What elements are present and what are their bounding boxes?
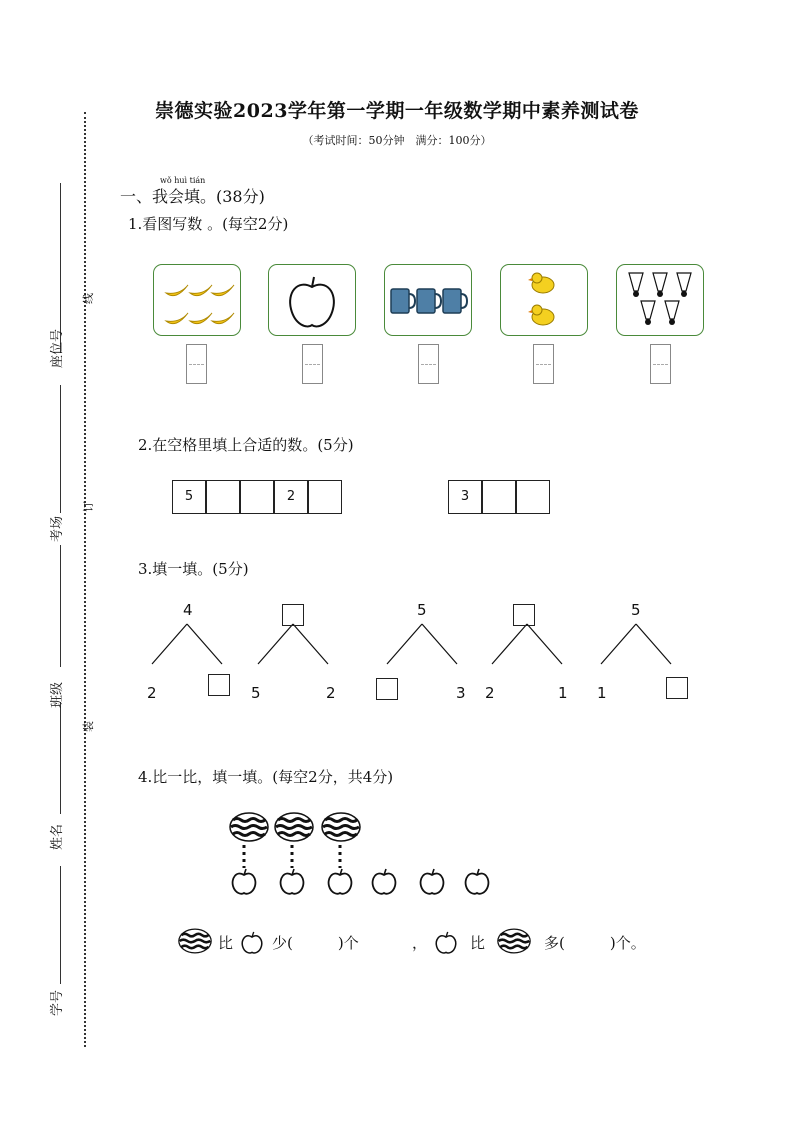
q2-cell[interactable]: 2 bbox=[274, 480, 308, 514]
q3-tree3-top: 5 bbox=[417, 601, 427, 619]
q3-prompt: 3.填一填。(5分) bbox=[138, 560, 249, 578]
watermelon-icon bbox=[322, 813, 360, 841]
apple-icon bbox=[373, 869, 396, 894]
watermelon-icon bbox=[498, 929, 530, 953]
section1-pinyin: wǒ huì tián bbox=[160, 176, 206, 185]
watermelon-icon bbox=[179, 929, 211, 953]
q4-sentence-separator: ， bbox=[412, 934, 428, 952]
cut-mark-line: 线 bbox=[82, 293, 95, 304]
exam-info: （考试时间：50分钟 满分：100分） bbox=[302, 134, 492, 147]
q3-tree5-left: 1 bbox=[597, 684, 607, 702]
q1-prompt: 1.看图写数 。(每空2分) bbox=[128, 215, 289, 233]
q3-tree2-left: 5 bbox=[251, 684, 261, 702]
section1-heading: 一、我会填。(38分) bbox=[120, 187, 265, 206]
apple-icon bbox=[233, 869, 256, 894]
q2-cell[interactable]: 3 bbox=[448, 480, 482, 514]
apple-icon bbox=[421, 869, 444, 894]
q2-prompt: 2.在空格里填上合适的数。(5分) bbox=[138, 436, 354, 454]
class-label: 班级 bbox=[50, 681, 65, 708]
apple-icon bbox=[329, 869, 352, 894]
q2-cell[interactable]: 5 bbox=[172, 480, 206, 514]
q3-tree1-top: 4 bbox=[183, 601, 193, 619]
seat-number-label: 座位号 bbox=[50, 328, 65, 368]
q4-sentence-fewer: 少( )个 bbox=[272, 934, 359, 952]
watermelon-icon bbox=[275, 813, 313, 841]
page-title: 崇德实验2023学年第一学期一年级数学期中素养测试卷 bbox=[155, 100, 639, 122]
q4-sentence-compare-1: 比 bbox=[218, 934, 234, 952]
q4-prompt: 4.比一比，填一填。(每空2分，共4分) bbox=[138, 768, 394, 786]
apple-icon bbox=[281, 869, 304, 894]
q3-tree2-right: 2 bbox=[326, 684, 336, 702]
q3-tree5-top: 5 bbox=[631, 601, 641, 619]
q3-tree4-right: 1 bbox=[558, 684, 568, 702]
apple-icon bbox=[466, 869, 489, 894]
q4-sentence-compare-2: 比 bbox=[470, 934, 486, 952]
cut-mark-staple: 订 bbox=[82, 501, 95, 512]
name-label: 姓名 bbox=[50, 823, 65, 850]
student-number-label: 学号 bbox=[50, 989, 65, 1016]
q3-tree1-left: 2 bbox=[147, 684, 157, 702]
apple-icon bbox=[242, 932, 261, 953]
q3-tree4-left: 2 bbox=[485, 684, 495, 702]
exam-room-label: 考场 bbox=[50, 515, 65, 542]
cut-mark-bind: 装 bbox=[82, 721, 95, 732]
q3-tree3-right: 3 bbox=[456, 684, 466, 702]
apple-icon bbox=[436, 932, 455, 953]
q4-sentence-more: 多( )个。 bbox=[544, 934, 646, 952]
watermelon-icon bbox=[230, 813, 268, 841]
